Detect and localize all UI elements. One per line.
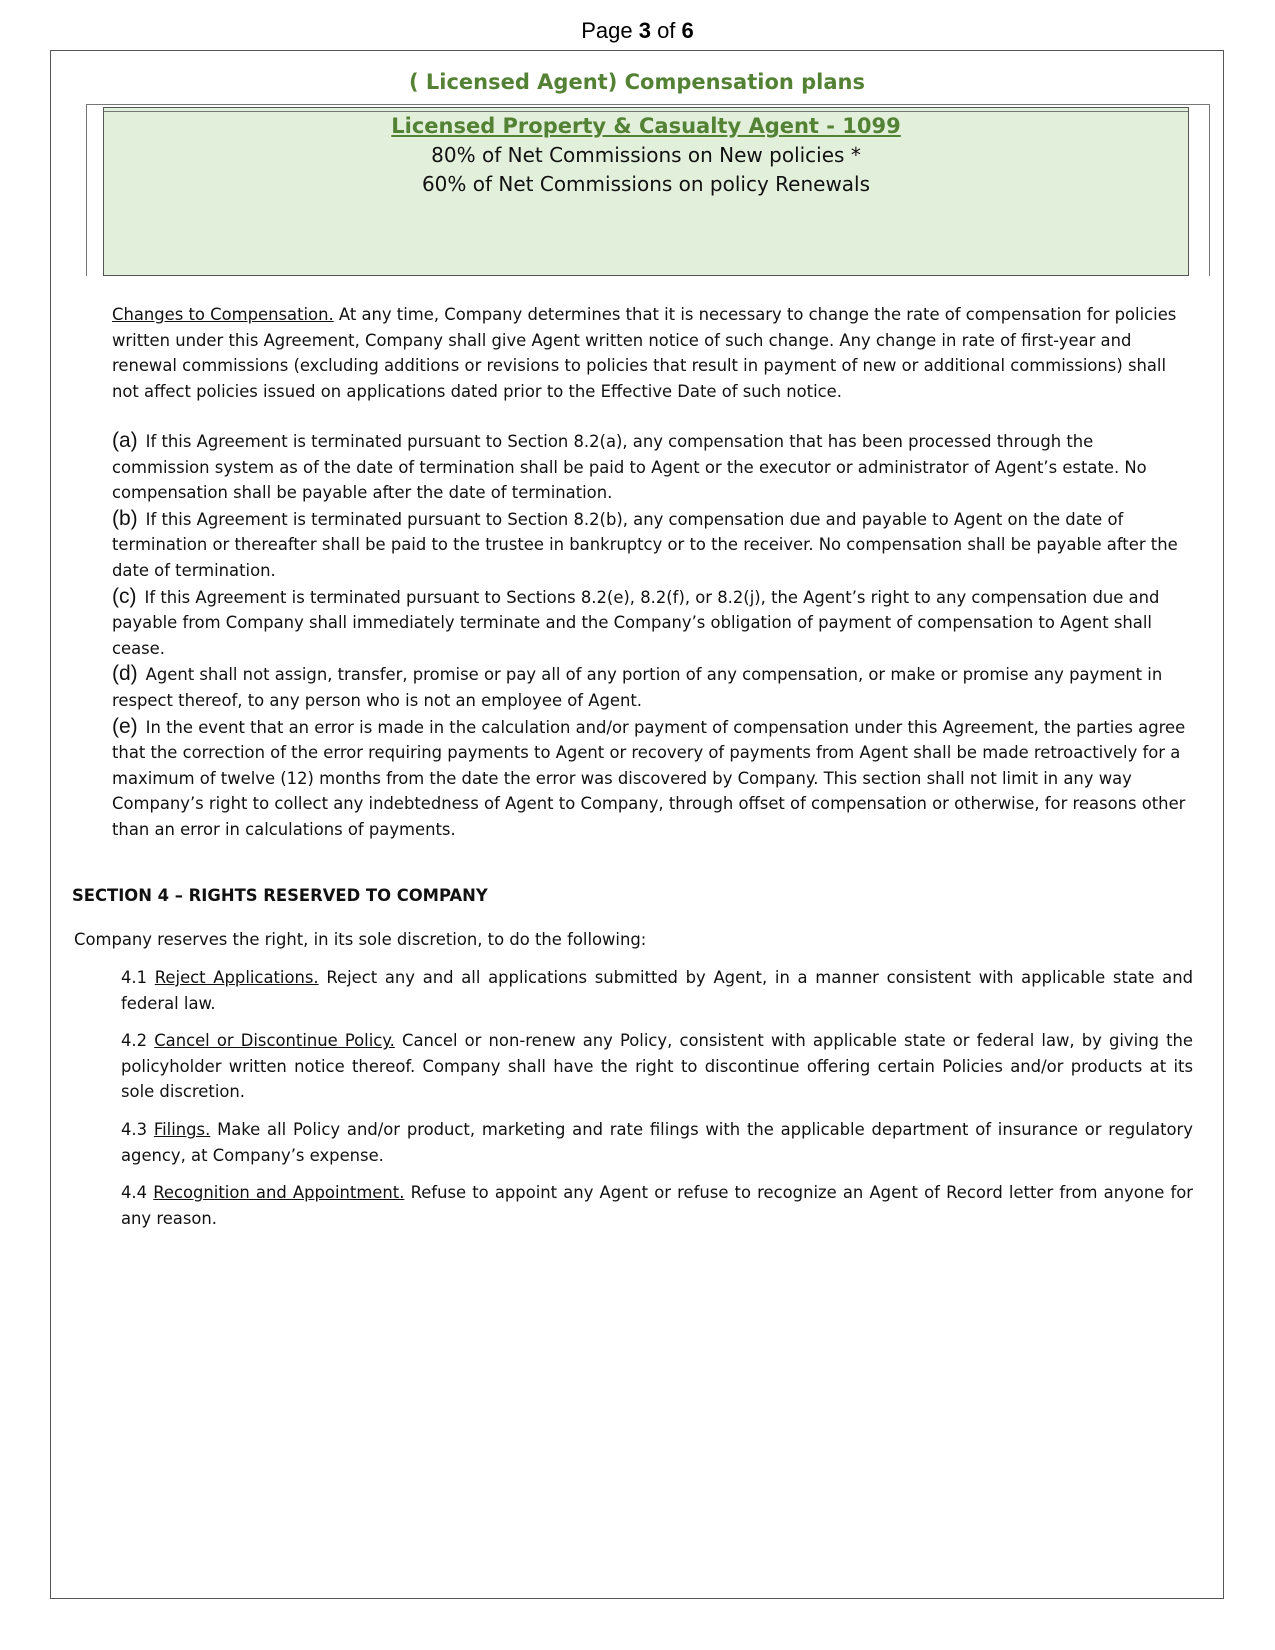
item-letter: (d) [112, 662, 138, 686]
plan-renewals: 60% of Net Commissions on policy Renewals [421, 172, 871, 196]
right-text: Reject any and all applications submitted by Agent, in a manner consistent with applicable state and federal law. [121, 968, 1193, 1013]
item-text: If this Agreement is terminated pursuant to Section 8.2(a), any compensation that has been processed through the commission system as of the date of termination shall be paid to Agent or the executor or administrator of Agent’s estate. No compensation shall be payable after the date of termination. [112, 432, 1147, 503]
right-number: 4.2 [121, 1031, 155, 1051]
section-4-intro: Company reserves the right, in its sole discretion, to do the following: [74, 930, 647, 949]
list-item [121, 1180, 1193, 1231]
right-title: Cancel or Discontinue Policy. [154, 1031, 395, 1051]
list-item [112, 506, 1192, 584]
page-total: 6 [681, 18, 694, 43]
list-item [112, 661, 1192, 713]
rights-list [121, 965, 1193, 1243]
right-text: Cancel or non-renew any Policy, consistent with applicable state or federal law, by giving the policyholder written notice thereof. Company shall have the right to discontinue offering certain Policies and/or products at its sole discretion. [121, 1031, 1193, 1102]
page-current: 3 [638, 18, 651, 43]
page-middle: of [650, 18, 682, 43]
changes-text: At any time, Company determines that it is necessary to change the rate of compensation for policies written under this Agreement, Company shall give Agent written notice of such change. Any change in rate of first-year and renewal commissions (excluding additions or revisions to policies that result in payment of new or additional commissions) shall not affect policies issued on applications dated prior to the Effective Date of such notice. [112, 305, 1177, 401]
right-text: Make all Policy and/or product, marketing and rate filings with the applicable department of insurance or regulatory agency, at Company’s expense. [121, 1119, 1194, 1165]
list-item [121, 965, 1193, 1016]
section-4-heading: SECTION 4 – RIGHTS RESERVED TO COMPANY [72, 886, 488, 905]
plan-title: Licensed Property & Casualty Agent - 1099 [391, 114, 901, 138]
right-number: 4.4 [121, 1183, 154, 1203]
page-number [0, 18, 1275, 44]
plan-box-top-rule [104, 108, 1188, 112]
item-letter: (a) [112, 429, 138, 452]
list-item [112, 428, 1192, 506]
termination-items-list [112, 428, 1192, 843]
right-title: Filings. [153, 1119, 211, 1139]
item-text: In the event that an error is made in the calculation and/or payment of compensation under this Agreement, the parties agree that the correction of the error requiring payments to Agent or recovery of payments from Agent shall be made retroactively for a maximum of twelve (12) months from the date the error was discovered by Company. This section shall not limit in any way Company’s right to collect any indebtedness of Agent to Company, through offset of compensation or otherwise, for reasons other than an error in calculations of payments. [112, 717, 1186, 839]
right-number: 4.1 [121, 968, 155, 987]
item-text: Agent shall not assign, transfer, promise or pay all of any portion of any compensation, or make or promise any payment in respect thereof, to any person who is not an employee of Agent. [112, 665, 1163, 710]
list-item [112, 584, 1192, 662]
plan-new-policies: 80% of Net Commissions on New policies * [431, 143, 861, 167]
list-item [121, 1117, 1193, 1168]
changes-to-compensation-paragraph [112, 302, 1192, 404]
right-number: 4.3 [121, 1119, 154, 1139]
item-text: If this Agreement is terminated pursuant to Sections 8.2(e), 8.2(f), or 8.2(j), the Agent’s right to any compensation due and payable from Company shall immediately terminate and the Company’s obligation of payment of compensation to Agent shall cease. [112, 587, 1160, 658]
item-letter: (b) [112, 506, 138, 530]
right-title: Recognition and Appointment. [153, 1183, 405, 1203]
item-text: If this Agreement is terminated pursuant to Section 8.2(b), any compensation due and payable to Agent on the date of termination or thereafter shall be paid to the trustee in bankruptcy or to the receiver. No compensation shall be payable after the date of termination. [112, 509, 1178, 580]
plan-box [103, 107, 1189, 276]
item-letter: (c) [112, 584, 137, 608]
compensation-plans-title: ( Licensed Agent) Compensation plans [408, 70, 866, 94]
changes-heading: Changes to Compensation. [112, 305, 334, 324]
right-text: Refuse to appoint any Agent or refuse to recognize an Agent of Record letter from anyone for any reason. [121, 1183, 1193, 1228]
item-letter: (e) [112, 714, 138, 738]
list-item [112, 714, 1192, 843]
list-item [121, 1028, 1193, 1105]
page-prefix: Page [581, 18, 639, 43]
right-title: Reject Applications. [154, 968, 319, 987]
